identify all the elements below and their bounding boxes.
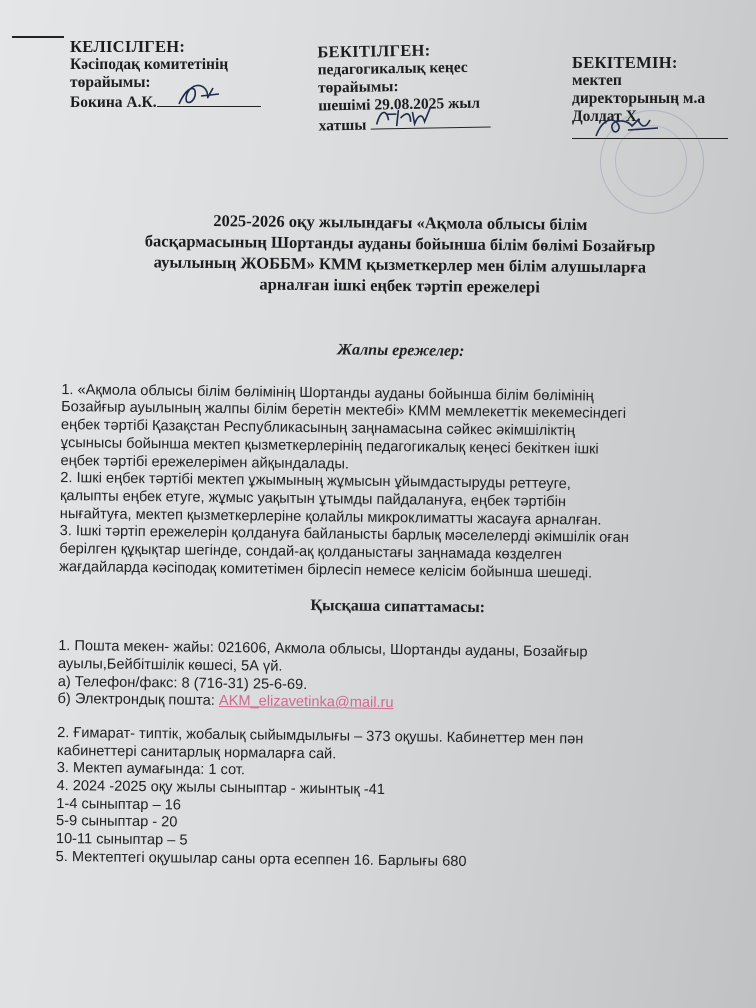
title-line1: 2025-2026 оқу жылындағы «Ақмола облысы білім bbox=[213, 211, 588, 234]
signature-agreed-icon bbox=[157, 80, 257, 110]
general-rules-line: нығайтуға, мектеп қызметкерлеріне қолайлы микроклиматты жасауға арналған. bbox=[59, 505, 602, 529]
general-rules-line: 3. Ішкі тәртіп ережелерін қолдануға байланысты барлық мәселелерді әкімшілік оған bbox=[59, 523, 629, 547]
approval-agreed-heading: КЕЛІСІЛГЕН: bbox=[70, 37, 186, 56]
approval-agreed-line1: Кәсіподақ комитетінің bbox=[70, 56, 229, 73]
title-line3: ауылының ЖОББМ» КММ қызметкерлер мен білім алушыларға bbox=[153, 252, 647, 277]
general-rules-line: еңбек тәртібі ережелерімен айқындалады. bbox=[60, 452, 350, 473]
description-line: кабинеттері санитарлық нормаларға сай. bbox=[56, 742, 337, 763]
description-line: 10-11 сыныптар – 5 bbox=[55, 831, 188, 849]
general-rules-line: қалыпты еңбек етуге, жұмыс уақытын ұтымды пайдалануға, еңбек тәртібін bbox=[59, 487, 567, 511]
phone-line: а) Телефон/факс: 8 (716-31) 25-6-69. bbox=[57, 673, 308, 693]
stamp-seal bbox=[600, 110, 704, 214]
general-rules-line: берілген құқықтар шегінде, сондай-ақ қолданыстағы заңнамада көзделген bbox=[59, 541, 562, 564]
general-rules-line: 1. «Ақмола облысы білім бөлімінің Шортанды ауданы бойынша білім бөлімінің bbox=[61, 381, 594, 405]
address-line: ауылы,Бейбітшілік көшесі, 5А үй. bbox=[57, 655, 283, 675]
description-line: 1-4 сыныптар – 16 bbox=[56, 795, 182, 814]
general-rules-line: Бозайғыр ауылының жалпы білім беретін мектебі» КММ мемлекеттік мекемесіндегі bbox=[61, 399, 627, 423]
approval-agreed-name: Бокина А.К. bbox=[70, 94, 157, 111]
address-line: 1. Пошта мекен- жайы: 021606, Акмола облысы, Шортанды ауданы, Бозайғыр bbox=[58, 638, 588, 661]
general-rules-line: 2. Ішкі еңбек тәртібі мектеп ұжымының жұмысын ұйымдастыруды реттеуге, bbox=[60, 470, 571, 493]
approval-approved-line3: шешімі 29.08.2025 жыл bbox=[318, 94, 481, 115]
top-left-rule bbox=[12, 36, 64, 38]
email-link[interactable]: AKM_elizavetinka@mail.ru bbox=[218, 693, 394, 712]
signature-approved-icon bbox=[370, 101, 461, 133]
title-line4: арналған ішкі еңбек тәртіп ережелері bbox=[259, 274, 540, 297]
document-title bbox=[110, 209, 691, 299]
approval-block-agreed bbox=[70, 38, 261, 112]
signature-line-approved bbox=[370, 112, 490, 129]
description-line: 3. Мектеп аумағында: 1 сот. bbox=[56, 760, 246, 779]
description-line: 5-9 сыныптар - 20 bbox=[55, 813, 178, 831]
description-line: 5. Мектептегі оқушылар саны орта есеппен 16. Барлығы 680 bbox=[55, 848, 467, 870]
email-label: б) Электрондық пошта: bbox=[57, 691, 220, 710]
approval-director-name: Долдат Х. bbox=[572, 108, 641, 125]
general-rules-heading: Жалпы ережелер: bbox=[337, 341, 465, 360]
general-rules-line: ұсынысы бойынша мектеп қызметкерлерінің педагогикалық кеңесі бекіткен ішкі bbox=[60, 434, 599, 458]
approval-approved-line4: хатшы bbox=[318, 116, 367, 135]
approval-director-heading: БЕКІТЕМІН: bbox=[572, 53, 678, 72]
approval-approved-heading: БЕКІТІЛГЕН: bbox=[317, 40, 431, 62]
approval-block-approved bbox=[317, 41, 490, 136]
approval-agreed-line2: төрайымы: bbox=[70, 74, 151, 91]
description-line: 2. Ғимарат- типтік, жобалық сыйымдылығы – 373 оқушы. Кабинеттер мен пән bbox=[57, 724, 584, 748]
general-rules-line: жағдайларда кәсіподақ комитетімен бірлесіп немесе келісім бойынша шешеді. bbox=[59, 558, 593, 582]
title-line2: басқармасының Шортанды ауданы бойынша білім бөлімі Бозайғыр bbox=[144, 231, 656, 256]
general-rules-line: еңбек тәртібі Қазақстан Республикасының заңнамасына сәйкес әкімшіліктің bbox=[60, 417, 576, 440]
signature-line-agreed bbox=[157, 92, 261, 107]
short-description-heading: Қысқаша сипаттамасы: bbox=[310, 597, 486, 617]
approval-approved-line1: педагогикалық кеңес bbox=[317, 58, 468, 79]
approval-approved-line2: төрайымы: bbox=[317, 78, 399, 97]
approval-director-line1: мектеп bbox=[572, 72, 622, 89]
approval-director-line2: директорының м.а bbox=[572, 90, 706, 107]
description-line: 4. 2024 -2025 оқу жылы сыныптар - жиынтық -41 bbox=[56, 778, 386, 799]
document-body bbox=[56, 338, 722, 875]
